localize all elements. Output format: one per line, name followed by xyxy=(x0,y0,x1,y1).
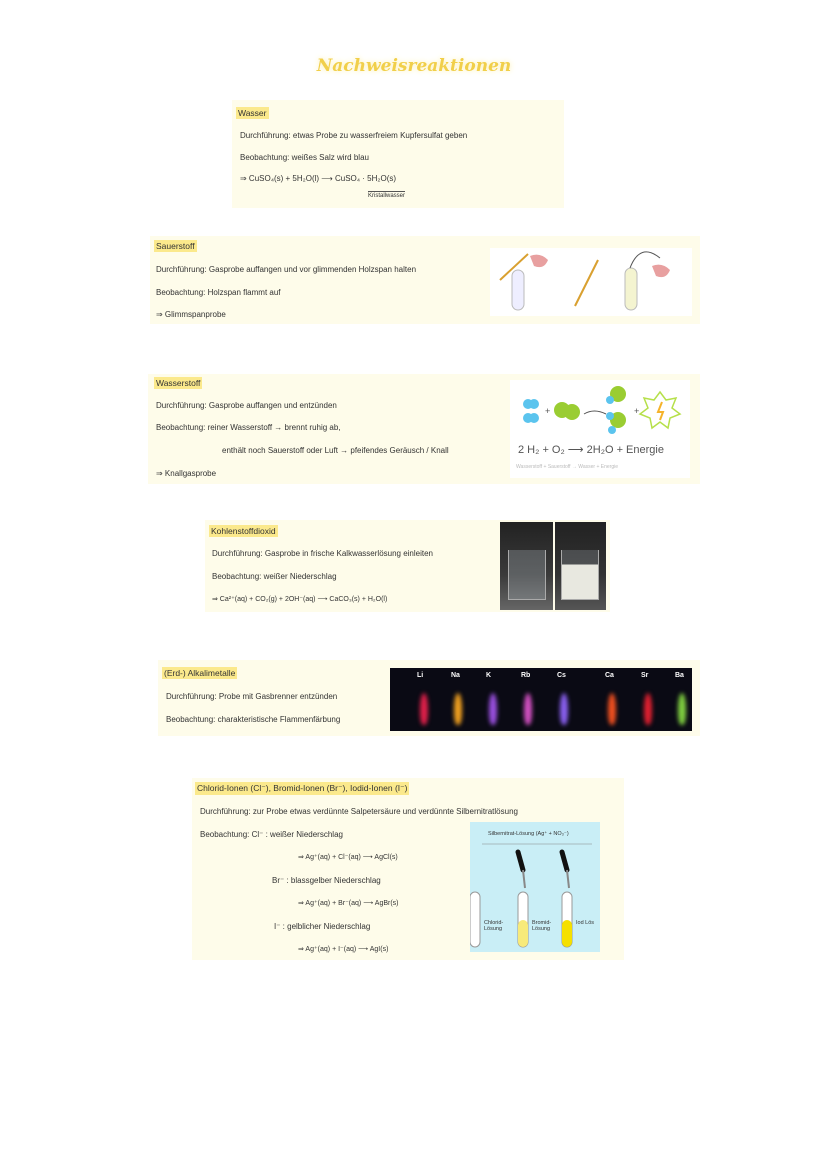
flame-label: Sr xyxy=(641,672,649,679)
procedure-text: Durchführung: Gasprobe auffangen und entzünden xyxy=(156,401,337,410)
flame xyxy=(420,693,428,725)
procedure-text: Durchführung: Probe mit Gasbrenner entzünden xyxy=(166,692,338,701)
section-heading: Chlorid-Ionen (Cl⁻), Bromid-Ionen (Br⁻), Iodid-Ionen (I⁻) xyxy=(197,783,408,793)
tube-label: Iod Lös xyxy=(576,920,595,926)
flame xyxy=(678,693,686,725)
section-heading: Wasserstoff xyxy=(156,378,201,388)
observation-text: Beobachtung: reiner Wasserstoff → brennt ruhig ab, xyxy=(156,423,341,432)
silbernitrat-diagram xyxy=(470,822,600,952)
procedure-text: Durchführung: zur Probe etwas verdünnte Salpetersäure und verdünnte Silbernitratlösung xyxy=(200,807,518,816)
flame xyxy=(454,693,462,725)
procedure-text: Durchführung: Gasprobe auffangen und vor glimmenden Holzspan halten xyxy=(156,265,417,274)
section-heading: Wasser xyxy=(238,108,267,118)
flame-colors-photo xyxy=(390,668,692,731)
flame-label: Rb xyxy=(521,672,531,679)
observation-text: Beobachtung: charakteristische Flammenfärbung xyxy=(166,715,341,724)
knallgas-diagram xyxy=(510,380,690,478)
procedure-text: Durchführung: Gasprobe in frische Kalkwasserlösung einleiten xyxy=(212,549,434,558)
procedure-text: Durchführung: etwas Probe zu wasserfreiem Kupfersulfat geben xyxy=(240,131,468,140)
flame-label: Ca xyxy=(605,672,614,679)
equation-labels: Wasserstoff + Sauerstoff → Wasser + Energie xyxy=(516,464,618,470)
flame xyxy=(560,693,568,725)
section-heading: Sauerstoff xyxy=(156,241,195,251)
equation-note: Kristallwasser xyxy=(368,193,406,199)
observation-text-2: enthält noch Sauerstoff oder Luft → pfeifendes Geräusch / Knall xyxy=(222,446,449,455)
observation-text: Beobachtung: Holzspan flammt auf xyxy=(156,288,281,297)
kalkwasser-photo-milky xyxy=(555,522,606,610)
section-heading: (Erd-) Alkalimetalle xyxy=(164,668,236,678)
diagram-title: Silbernitrat-Lösung (Ag⁺ + NO₃⁻) xyxy=(488,831,569,837)
observation-text: Br⁻ : blassgelber Niederschlag xyxy=(272,876,381,885)
conclusion-text: ⇒ Glimmspanprobe xyxy=(156,310,226,319)
flame-label: Ba xyxy=(675,672,684,679)
flame xyxy=(524,693,532,725)
flame xyxy=(644,693,652,725)
observation-text: Beobachtung: Cl⁻ : weißer Niederschlag xyxy=(200,830,343,839)
svg-text:+: + xyxy=(545,406,551,416)
equation-text: ⇒ Ag⁺(aq) + Cl⁻(aq) ⟶ AgCl(s) xyxy=(298,854,398,861)
flame-label: Na xyxy=(451,672,460,679)
page-title: Nachweisreaktionen xyxy=(316,56,512,76)
equation-text: ⇒ Ag⁺(aq) + I⁻(aq) ⟶ AgI(s) xyxy=(298,946,389,953)
tube-label: Bromid-Lösung xyxy=(532,920,552,932)
svg-text:+: + xyxy=(634,406,640,416)
glimmspan-illustration xyxy=(490,248,692,316)
tube-label: Chlorid-Lösung xyxy=(484,920,504,932)
equation-text: ⇒ Ca²⁺(aq) + CO₂(g) + 2OH⁻(aq) ⟶ CaCO₃(s) + H₂O(l) xyxy=(212,596,388,603)
observation-text: Beobachtung: weißes Salz wird blau xyxy=(240,153,369,162)
flame-label: Li xyxy=(417,672,424,679)
observation-text: Beobachtung: weißer Niederschlag xyxy=(212,572,337,581)
section-heading: Kohlenstoffdioxid xyxy=(211,526,276,536)
conclusion-text: ⇒ Knallgasprobe xyxy=(156,469,217,478)
observation-text: I⁻ : gelblicher Niederschlag xyxy=(274,922,371,931)
equation-text: 2 H₂ + O₂ ⟶ 2H₂O + Energie xyxy=(518,444,664,456)
kalkwasser-photo-clear xyxy=(500,522,553,610)
equation-text: ⇒ Ag⁺(aq) + Br⁻(aq) ⟶ AgBr(s) xyxy=(298,900,399,907)
equation-text: ⇒ CuSO₄(s) + 5H₂O(l) ⟶ CuSO₄ · 5H₂O(s) xyxy=(240,174,397,183)
flame-label: Cs xyxy=(557,672,566,679)
flame xyxy=(489,693,497,725)
flame xyxy=(608,693,616,725)
flame-label: K xyxy=(486,672,492,679)
